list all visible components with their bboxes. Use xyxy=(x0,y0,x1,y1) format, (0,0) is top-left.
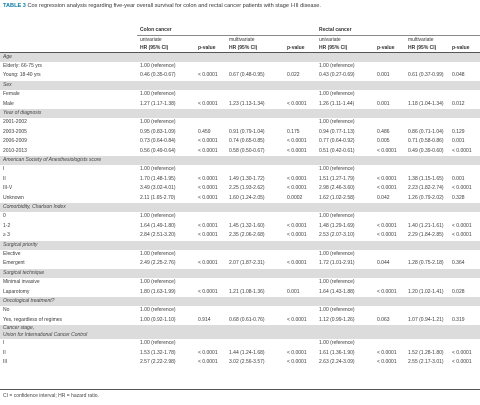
section-label: Union for International Cancer Control xyxy=(0,332,480,339)
colon-multivariate-hr-cell xyxy=(226,278,284,287)
colon-univariate-p-cell: < 0.0001 xyxy=(198,138,218,145)
row-label: III xyxy=(3,359,8,366)
row-label: Female xyxy=(3,91,20,98)
rectal-multivariate-p-cell: < 0.0001 xyxy=(452,147,472,154)
rectal-univariate-p-cell: 0.001 xyxy=(377,72,390,79)
row-label: Male xyxy=(3,100,14,107)
rectal-multivariate-header: multivariate xyxy=(408,36,434,43)
rectal-univariate-p-cell: 0.005 xyxy=(377,138,390,145)
cox-regression-table xyxy=(0,26,480,368)
rectal-multivariate-p-cell xyxy=(449,62,480,71)
section-label: Surgical technique xyxy=(0,269,480,278)
row-label: 2006-2009 xyxy=(3,138,27,145)
rectal-univariate-p-cell xyxy=(374,250,405,259)
rectal-multivariate-hr-cell: 0.86 (0.71-1.04) xyxy=(408,128,444,135)
rectal-univariate-p-cell xyxy=(374,90,405,99)
row-label: Unknown xyxy=(3,194,24,201)
colon-multivariate-p-cell xyxy=(284,306,316,315)
rectal-univariate-hr-cell: 1.00 (reference) xyxy=(319,307,355,314)
colon-univariate-hr-cell: 1.80 (1.63-1.99) xyxy=(140,288,176,295)
rectal-univariate-hr-cell: 1.48 (1.29-1.69) xyxy=(319,222,355,229)
colon-multivariate-hr-cell xyxy=(226,62,284,71)
rectal-univariate-p-header: p-value xyxy=(374,44,405,53)
colon-univariate-hr-cell: 1.00 (reference) xyxy=(140,279,176,286)
rectal-multivariate-p-cell: < 0.0001 xyxy=(452,232,472,239)
rectal-univariate-p-cell: < 0.0001 xyxy=(377,349,397,356)
colon-multivariate-p-cell xyxy=(284,62,316,71)
rectal-univariate-hr-cell: 1.62 (1.02-2.58) xyxy=(319,194,355,201)
rectal-multivariate-hr-cell: 1.18 (1.04-1.34) xyxy=(408,100,444,107)
colon-univariate-hr-header: HR (95% CI) xyxy=(137,44,195,53)
section-label: American Society of Anesthesiologists score xyxy=(0,156,480,165)
colon-multivariate-p-cell: 0.001 xyxy=(287,288,300,295)
row-label: II xyxy=(3,349,6,356)
section-header-row xyxy=(0,109,480,118)
row-label: Laparotomy xyxy=(3,288,30,295)
colon-multivariate-hr-cell: 3.02 (2.56-3.57) xyxy=(229,359,265,366)
row-label: I xyxy=(3,340,5,347)
colon-multivariate-hr-cell: 1.23 (1.13-1.34) xyxy=(229,100,265,107)
colon-univariate-hr-cell: 1.00 (reference) xyxy=(140,119,176,126)
row-label: Elective xyxy=(3,251,21,258)
table-row xyxy=(0,71,480,80)
rectal-multivariate-hr-cell: 1.40 (1.21-1.61) xyxy=(408,222,444,229)
colon-multivariate-p-cell xyxy=(284,212,316,221)
rectal-univariate-hr-cell: 1.51 (1.27-1.79) xyxy=(319,175,355,182)
colon-multivariate-p-cell: < 0.0001 xyxy=(287,349,307,356)
colon-univariate-header: univariate xyxy=(140,36,162,43)
table-row xyxy=(0,358,480,367)
rectal-multivariate-p-cell: 0.028 xyxy=(452,288,465,295)
rectal-univariate-p-cell xyxy=(374,212,405,221)
rectal-multivariate-p-cell: < 0.0001 xyxy=(452,222,472,229)
rectal-univariate-p-cell: 0.044 xyxy=(377,260,390,267)
rectal-multivariate-p-cell: 0.319 xyxy=(452,316,465,323)
colon-multivariate-hr-cell xyxy=(226,212,284,221)
rectal-univariate-hr-cell: 1.64 (1.43-1.88) xyxy=(319,288,355,295)
colon-univariate-p-cell: < 0.0001 xyxy=(198,260,218,267)
row-label: Minimal invasive xyxy=(3,279,40,286)
colon-multivariate-p-cell: < 0.0001 xyxy=(287,175,307,182)
colon-univariate-p-cell xyxy=(195,90,226,99)
rectal-multivariate-p-cell: < 0.0001 xyxy=(452,349,472,356)
rectal-univariate-hr-cell: 1.00 (reference) xyxy=(319,166,355,173)
colon-multivariate-hr-cell: 0.67 (0.48-0.95) xyxy=(229,72,265,79)
colon-univariate-p-header: p-value xyxy=(195,44,226,53)
section-label: Sex xyxy=(0,81,480,90)
rectal-univariate-p-cell xyxy=(374,278,405,287)
rectal-multivariate-hr-cell: 2.29 (1.84-2.85) xyxy=(408,232,444,239)
header-row-cancer xyxy=(0,26,480,35)
row-label: 0 xyxy=(3,213,6,220)
table-row xyxy=(0,212,480,221)
rectal-multivariate-p-cell: 0.001 xyxy=(452,175,465,182)
colon-univariate-p-cell xyxy=(195,165,226,174)
row-label: 2003-2005 xyxy=(3,128,27,135)
row-label: 1-2 xyxy=(3,222,11,229)
colon-univariate-p-cell: < 0.0001 xyxy=(198,349,218,356)
rectal-multivariate-hr-cell xyxy=(405,278,449,287)
section-header-row xyxy=(0,156,480,165)
colon-univariate-hr-cell: 0.46 (0.35-0.67) xyxy=(140,72,176,79)
colon-multivariate-p-cell: < 0.0001 xyxy=(287,138,307,145)
table-row xyxy=(0,288,480,297)
colon-univariate-hr-cell: 1.00 (reference) xyxy=(140,62,176,69)
colon-univariate-p-cell: < 0.0001 xyxy=(198,175,218,182)
section-label: Cancer stage, xyxy=(0,325,480,332)
rectal-multivariate-p-cell xyxy=(449,118,480,127)
row-label: III-V xyxy=(3,185,13,192)
colon-multivariate-hr-cell: 1.60 (1.24-2.05) xyxy=(229,194,265,201)
table-row xyxy=(0,165,480,174)
section-header-row xyxy=(0,269,480,278)
table-label: TABLE 3 xyxy=(3,3,26,9)
colon-multivariate-p-cell: 0.0002 xyxy=(287,194,303,201)
rectal-multivariate-p-cell xyxy=(449,250,480,259)
colon-multivariate-p-cell: < 0.0001 xyxy=(287,359,307,366)
table-row xyxy=(0,222,480,231)
colon-univariate-p-cell xyxy=(195,339,226,348)
rectal-univariate-hr-cell: 2.53 (2.07-3.10) xyxy=(319,232,355,239)
colon-univariate-hr-cell: 1.27 (1.17-1.38) xyxy=(140,100,176,107)
section-label: Oncological treatment? xyxy=(0,297,480,306)
section-header-row xyxy=(0,203,480,212)
colon-univariate-hr-cell: 1.00 (reference) xyxy=(140,251,176,258)
colon-multivariate-hr-cell: 0.68 (0.61-0.76) xyxy=(229,316,265,323)
rectal-univariate-p-cell: 0.001 xyxy=(377,100,390,107)
rectal-univariate-hr-cell: 1.00 (reference) xyxy=(319,62,355,69)
colon-univariate-hr-cell: 2.57 (2.22-2.98) xyxy=(140,359,176,366)
section-label: Comorbidity, Charlson Index xyxy=(0,203,480,212)
rectal-multivariate-p-cell: 0.048 xyxy=(452,72,465,79)
colon-multivariate-p-cell: 0.022 xyxy=(287,72,300,79)
rectal-multivariate-hr-cell: 1.07 (0.94-1.21) xyxy=(408,316,444,323)
colon-multivariate-hr-cell: 1.49 (1.30-1.72) xyxy=(229,175,265,182)
colon-univariate-p-cell xyxy=(195,62,226,71)
table-row xyxy=(0,137,480,146)
rectal-univariate-hr-cell: 1.00 (reference) xyxy=(319,251,355,258)
row-label: I xyxy=(3,166,5,173)
colon-multivariate-hr-cell xyxy=(226,118,284,127)
rectal-multivariate-hr-header: HR (95% CI) xyxy=(405,44,449,53)
colon-univariate-hr-cell: 0.73 (0.64-0.84) xyxy=(140,138,176,145)
table-row xyxy=(0,90,480,99)
rectal-univariate-p-cell: < 0.0001 xyxy=(377,232,397,239)
colon-univariate-p-cell xyxy=(195,278,226,287)
colon-multivariate-hr-cell: 2.35 (2.06-2.68) xyxy=(229,232,265,239)
rectal-univariate-hr-cell: 1.00 (reference) xyxy=(319,119,355,126)
rectal-multivariate-hr-cell xyxy=(405,118,449,127)
colon-univariate-p-cell: < 0.0001 xyxy=(198,359,218,366)
colon-multivariate-p-cell xyxy=(284,250,316,259)
table-row xyxy=(0,194,480,203)
rectal-univariate-hr-cell: 1.12 (0.99-1.26) xyxy=(319,316,355,323)
colon-multivariate-p-cell xyxy=(284,90,316,99)
rectal-multivariate-p-cell xyxy=(449,306,480,315)
colon-multivariate-p-cell: < 0.0001 xyxy=(287,222,307,229)
section-header-row xyxy=(0,332,480,339)
rectal-multivariate-p-cell: < 0.0001 xyxy=(452,185,472,192)
rectal-multivariate-hr-cell: 0.61 (0.37-0.99) xyxy=(408,72,444,79)
table-row xyxy=(0,184,480,193)
colon-multivariate-hr-cell: 2.07 (1.87-2.31) xyxy=(229,260,265,267)
rectal-univariate-p-cell: 0.042 xyxy=(377,194,390,201)
rectal-multivariate-hr-cell: 1.20 (1.02-1.41) xyxy=(408,288,444,295)
colon-univariate-p-cell: < 0.0001 xyxy=(198,72,218,79)
rectal-univariate-p-cell: < 0.0001 xyxy=(377,288,397,295)
rectal-multivariate-hr-cell xyxy=(405,165,449,174)
section-label: Age xyxy=(0,52,480,62)
rectal-multivariate-hr-cell xyxy=(405,90,449,99)
table-row xyxy=(0,231,480,240)
table-row xyxy=(0,306,480,315)
colon-multivariate-p-cell: < 0.0001 xyxy=(287,147,307,154)
colon-multivariate-p-cell xyxy=(284,118,316,127)
colon-multivariate-p-cell: < 0.0001 xyxy=(287,260,307,267)
colon-univariate-p-cell: < 0.0001 xyxy=(198,194,218,201)
rectal-multivariate-p-cell xyxy=(449,278,480,287)
table-row xyxy=(0,147,480,156)
colon-multivariate-p-cell: < 0.0001 xyxy=(287,232,307,239)
colon-univariate-hr-cell: 0.95 (0.83-1.09) xyxy=(140,128,176,135)
rectal-multivariate-hr-cell xyxy=(405,212,449,221)
rectal-univariate-p-cell: < 0.0001 xyxy=(377,147,397,154)
colon-univariate-hr-cell: 3.49 (3.02-4.01) xyxy=(140,185,176,192)
colon-multivariate-p-cell xyxy=(284,165,316,174)
rectal-multivariate-hr-cell xyxy=(405,306,449,315)
colon-univariate-p-cell: 0.459 xyxy=(198,128,211,135)
colon-univariate-p-cell: < 0.0001 xyxy=(198,288,218,295)
table-row xyxy=(0,278,480,287)
rectal-univariate-p-cell: 0.063 xyxy=(377,316,390,323)
colon-univariate-hr-cell: 2.84 (2.51-3.20) xyxy=(140,232,176,239)
table-row xyxy=(0,349,480,358)
colon-multivariate-hr-cell: 0.74 (0.65-0.85) xyxy=(229,138,265,145)
rectal-multivariate-p-cell: 0.129 xyxy=(452,128,465,135)
colon-multivariate-hr-cell: 1.45 (1.32-1.60) xyxy=(229,222,265,229)
colon-multivariate-hr-cell: 1.44 (1.24-1.68) xyxy=(229,349,265,356)
colon-multivariate-p-cell: 0.175 xyxy=(287,128,300,135)
rectal-univariate-hr-cell: 1.00 (reference) xyxy=(319,340,355,347)
rectal-multivariate-hr-cell xyxy=(405,339,449,348)
colon-univariate-hr-cell: 2.11 (1.65-2.70) xyxy=(140,194,176,201)
rectal-multivariate-p-cell: 0.364 xyxy=(452,260,465,267)
table-row xyxy=(0,250,480,259)
colon-univariate-hr-cell: 1.00 (reference) xyxy=(140,91,176,98)
colon-multivariate-p-header: p-value xyxy=(284,44,316,53)
colon-univariate-hr-cell: 1.00 (reference) xyxy=(140,213,176,220)
rectal-multivariate-p-cell: 0.012 xyxy=(452,100,465,107)
colon-multivariate-hr-cell: 1.21 (1.08-1.36) xyxy=(229,288,265,295)
colon-multivariate-hr-cell xyxy=(226,165,284,174)
rectal-univariate-hr-header: HR (95% CI) xyxy=(316,44,374,53)
colon-univariate-p-cell: < 0.0001 xyxy=(198,147,218,154)
section-header-row xyxy=(0,241,480,250)
rectal-multivariate-p-cell xyxy=(449,90,480,99)
rectal-univariate-hr-cell: 1.00 (reference) xyxy=(319,279,355,286)
row-label: Young: 18-40 yrs xyxy=(3,72,41,79)
rectal-univariate-header: univariate xyxy=(319,36,341,43)
table-row xyxy=(0,339,480,348)
table-footnote: CI = confidence interval; HR = hazard ratio. xyxy=(3,393,99,399)
rectal-multivariate-p-cell: < 0.0001 xyxy=(452,359,472,366)
rectal-multivariate-hr-cell: 1.38 (1.15-1.65) xyxy=(408,175,444,182)
section-label: Surgical priority xyxy=(0,241,480,250)
colon-univariate-p-cell: < 0.0001 xyxy=(198,222,218,229)
rectal-multivariate-hr-cell: 2.55 (2.17-3.01) xyxy=(408,359,444,366)
rectal-univariate-p-cell: 0.486 xyxy=(377,128,390,135)
caption-text: Cox regression analysis regarding five-year overall survival for colon and rectal cancer patients with stage I-III disease. xyxy=(27,3,321,9)
rectal-multivariate-hr-cell: 0.71 (0.58-0.86) xyxy=(408,138,444,145)
colon-univariate-hr-cell: 1.00 (0.92-1.10) xyxy=(140,316,176,323)
colon-cancer-header: Colon cancer xyxy=(137,26,316,35)
colon-multivariate-header: multivariate xyxy=(229,36,255,43)
rectal-univariate-hr-cell: 2.63 (2.24-3.09) xyxy=(319,359,355,366)
colon-univariate-p-cell: < 0.0001 xyxy=(198,100,218,107)
table-caption xyxy=(3,3,473,10)
rectal-univariate-p-cell: < 0.0001 xyxy=(377,222,397,229)
rectal-multivariate-p-header: p-value xyxy=(449,44,480,53)
colon-multivariate-hr-cell xyxy=(226,90,284,99)
table-row xyxy=(0,316,480,325)
rectal-univariate-p-cell: < 0.0001 xyxy=(377,185,397,192)
colon-multivariate-p-cell: < 0.0001 xyxy=(287,316,307,323)
rectal-cancer-header: Rectal cancer xyxy=(316,26,480,35)
table-row xyxy=(0,100,480,109)
rectal-univariate-hr-cell: 0.77 (0.64-0.92) xyxy=(319,138,355,145)
colon-univariate-p-cell xyxy=(195,118,226,127)
header-row-analysis xyxy=(0,35,480,44)
rectal-univariate-hr-cell: 0.51 (0.42-0.61) xyxy=(319,147,355,154)
row-label: Emergent xyxy=(3,260,25,267)
section-label: Year of diagnosis xyxy=(0,109,480,118)
colon-univariate-p-cell: < 0.0001 xyxy=(198,185,218,192)
colon-univariate-p-cell: 0.914 xyxy=(198,316,211,323)
rectal-univariate-p-cell xyxy=(374,118,405,127)
rectal-multivariate-p-cell: 0.328 xyxy=(452,194,465,201)
rectal-univariate-hr-cell: 1.26 (1.11-1.44) xyxy=(319,100,355,107)
colon-multivariate-p-cell xyxy=(284,278,316,287)
colon-multivariate-p-cell xyxy=(284,339,316,348)
row-label: II xyxy=(3,175,6,182)
table-bottom-rule xyxy=(0,389,480,390)
rectal-univariate-p-cell xyxy=(374,306,405,315)
colon-univariate-hr-cell: 1.00 (reference) xyxy=(140,340,176,347)
colon-multivariate-p-cell: < 0.0001 xyxy=(287,100,307,107)
colon-univariate-p-cell xyxy=(195,250,226,259)
header-row-columns xyxy=(0,44,480,53)
colon-univariate-hr-cell: 0.56 (0.49-0.64) xyxy=(140,147,176,154)
rectal-multivariate-hr-cell xyxy=(405,62,449,71)
rectal-univariate-p-cell xyxy=(374,339,405,348)
section-header-row xyxy=(0,81,480,90)
colon-multivariate-hr-header: HR (95% CI) xyxy=(226,44,284,53)
table-row xyxy=(0,259,480,268)
colon-univariate-hr-cell: 1.00 (reference) xyxy=(140,307,176,314)
table-row xyxy=(0,128,480,137)
rectal-multivariate-p-cell xyxy=(449,165,480,174)
table-row xyxy=(0,175,480,184)
rectal-multivariate-hr-cell: 2.23 (1.82-2.74) xyxy=(408,185,444,192)
colon-univariate-p-cell xyxy=(195,212,226,221)
rectal-multivariate-hr-cell: 1.26 (0.79-2.02) xyxy=(408,194,444,201)
rectal-multivariate-p-cell xyxy=(449,339,480,348)
table-body xyxy=(0,52,480,368)
rectal-univariate-p-cell: < 0.0001 xyxy=(377,359,397,366)
colon-multivariate-hr-cell xyxy=(226,339,284,348)
rectal-multivariate-hr-cell: 0.49 (0.39-0.60) xyxy=(408,147,444,154)
rectal-multivariate-p-cell: 0.001 xyxy=(452,138,465,145)
row-label: 2001-2002 xyxy=(3,119,27,126)
colon-multivariate-hr-cell: 0.58 (0.50-0.67) xyxy=(229,147,265,154)
rectal-multivariate-hr-cell xyxy=(405,250,449,259)
row-label: Yes, regardless of regimes xyxy=(3,316,63,323)
section-header-row xyxy=(0,325,480,332)
rectal-univariate-p-cell xyxy=(374,165,405,174)
rectal-univariate-hr-cell: 1.72 (1.01-2.91) xyxy=(319,260,355,267)
colon-multivariate-hr-cell: 2.25 (1.93-2.62) xyxy=(229,185,265,192)
rectal-multivariate-p-cell xyxy=(449,212,480,221)
rectal-univariate-hr-cell: 0.43 (0.27-0.69) xyxy=(319,72,355,79)
colon-univariate-hr-cell: 1.53 (1.32-1.78) xyxy=(140,349,176,356)
colon-univariate-hr-cell: 1.00 (reference) xyxy=(140,166,176,173)
colon-univariate-hr-cell: 1.70 (1.48-1.95) xyxy=(140,175,176,182)
section-header-row xyxy=(0,52,480,62)
rectal-univariate-hr-cell: 1.61 (1.36-1.90) xyxy=(319,349,355,356)
colon-multivariate-hr-cell: 0.91 (0.79-1.04) xyxy=(229,128,265,135)
rectal-univariate-hr-cell: 1.00 (reference) xyxy=(319,213,355,220)
colon-univariate-hr-cell: 1.64 (1.49-1.80) xyxy=(140,222,176,229)
rectal-multivariate-hr-cell: 1.28 (0.75-2.18) xyxy=(408,260,444,267)
rectal-multivariate-hr-cell: 1.52 (1.28-1.80) xyxy=(408,349,444,356)
rectal-univariate-p-cell: < 0.0001 xyxy=(377,175,397,182)
row-label: ≥ 3 xyxy=(3,232,10,239)
row-label: No xyxy=(3,307,10,314)
colon-univariate-hr-cell: 2.49 (2.25-2.76) xyxy=(140,260,176,267)
colon-univariate-p-cell xyxy=(195,306,226,315)
rectal-univariate-hr-cell: 0.94 (0.77-1.13) xyxy=(319,128,355,135)
rectal-univariate-p-cell xyxy=(374,62,405,71)
row-label: 2010-2013 xyxy=(3,147,27,154)
colon-multivariate-p-cell: < 0.0001 xyxy=(287,185,307,192)
colon-univariate-p-cell: < 0.0001 xyxy=(198,232,218,239)
rectal-univariate-hr-cell: 2.98 (2.46-3.60) xyxy=(319,185,355,192)
table-row xyxy=(0,62,480,71)
rectal-univariate-hr-cell: 1.00 (reference) xyxy=(319,91,355,98)
table-row xyxy=(0,118,480,127)
colon-multivariate-hr-cell xyxy=(226,250,284,259)
section-header-row xyxy=(0,297,480,306)
row-label: Elderly: 66-75 yrs xyxy=(3,62,42,69)
colon-multivariate-hr-cell xyxy=(226,306,284,315)
